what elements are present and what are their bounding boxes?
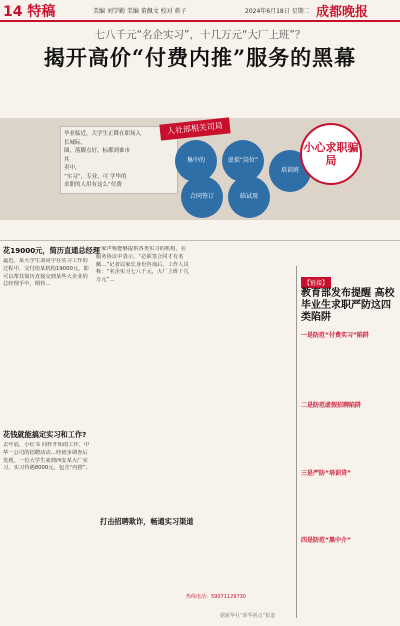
page-label: 14 特稿 bbox=[3, 4, 56, 20]
sidebar-sub-2: 二是防范虚假招聘陷阱 bbox=[301, 402, 362, 409]
hero-bubble: 临试用 bbox=[228, 176, 270, 218]
lead-line: 长城际， bbox=[64, 139, 87, 146]
lead-line: 毕业临近，大学生正降在职场入 bbox=[64, 131, 142, 137]
kicker: 七八千元“名企实习”，十几万元“大厂上班”？ bbox=[94, 29, 306, 41]
lead-line: 卖中， bbox=[64, 165, 81, 171]
hotline: 热线电话：59071129730 bbox=[186, 594, 246, 600]
sidebar-sub-1: 一是防范“付费实习”陷阱 bbox=[301, 332, 369, 339]
lead-line: 其 bbox=[64, 156, 70, 163]
sidebar-title: 教育部发布提醒 高校毕业生求职严防这四类陷阱 bbox=[301, 288, 395, 323]
sidebar-divider bbox=[296, 266, 297, 618]
date-line: 2024年6月18日 星期二 bbox=[245, 8, 310, 15]
sidebar-sub-4: 四是防范“黑中介” bbox=[301, 537, 351, 544]
page-header bbox=[0, 0, 400, 22]
section-title-2: 花钱就能搞定实习和工作? bbox=[3, 430, 87, 439]
sidebar-sub-3: 三是严防“培训贷” bbox=[301, 470, 351, 477]
footer-credit: 据新华社“新华视点”报道 bbox=[220, 613, 276, 619]
hero-bubble: 合同签订 bbox=[181, 176, 223, 218]
newspaper-logo: 成都晚报 bbox=[316, 5, 369, 20]
section-title-3: 打击招聘欺诈，畅通实习渠道 bbox=[100, 517, 194, 526]
scam-callout: 小心求职骗局 bbox=[300, 123, 362, 185]
lead-line: 求职的人用有这么“付费 bbox=[64, 182, 122, 188]
lead-line: “实习”，专业，可 学毕的 bbox=[64, 173, 127, 180]
body-column-1: 最近，某大学生刘同学在实习工作的过程中，交付给某机构19000元，即可以帮其简历直接交到某些大企业的总经理手中，期待… bbox=[3, 258, 89, 288]
hero-bubble: 虚拟“岗位” bbox=[222, 140, 264, 182]
hero-bubble: 集中的 bbox=[175, 140, 217, 182]
sidebar-kicker: 【链接】 bbox=[301, 277, 331, 288]
headline: 揭开高价“付费内推”服务的黑幕 bbox=[43, 45, 357, 70]
editors-line: 美编 刘学勤 美编 董佩文 校对 蒋子 bbox=[93, 8, 187, 15]
body-column-2: 一家声称能够提供各类实习的机构，在服务协议中表示，“必须签合同才有名额…”记者以家长身份咨询后，工作人员称：“名企实习七八千元，大厂上班十几万元”… bbox=[96, 246, 189, 284]
lead-line: 圈，落脚点好，标都到谁市 bbox=[64, 148, 131, 154]
divider bbox=[0, 240, 400, 241]
hero-bubble: 培训班 bbox=[269, 150, 311, 192]
body-column-1b: 去年底，小红书 同样开始的工作，中华一公司的招聘活动…经初步调查后发现，一位大学生来到西安某大厂实习，实习待遇8000元，包含“内推”。 bbox=[3, 442, 91, 472]
hero-banner: 人社部相关司局 bbox=[159, 117, 230, 140]
section-title-1: 花19000元，简历直通总经理 bbox=[3, 246, 100, 255]
